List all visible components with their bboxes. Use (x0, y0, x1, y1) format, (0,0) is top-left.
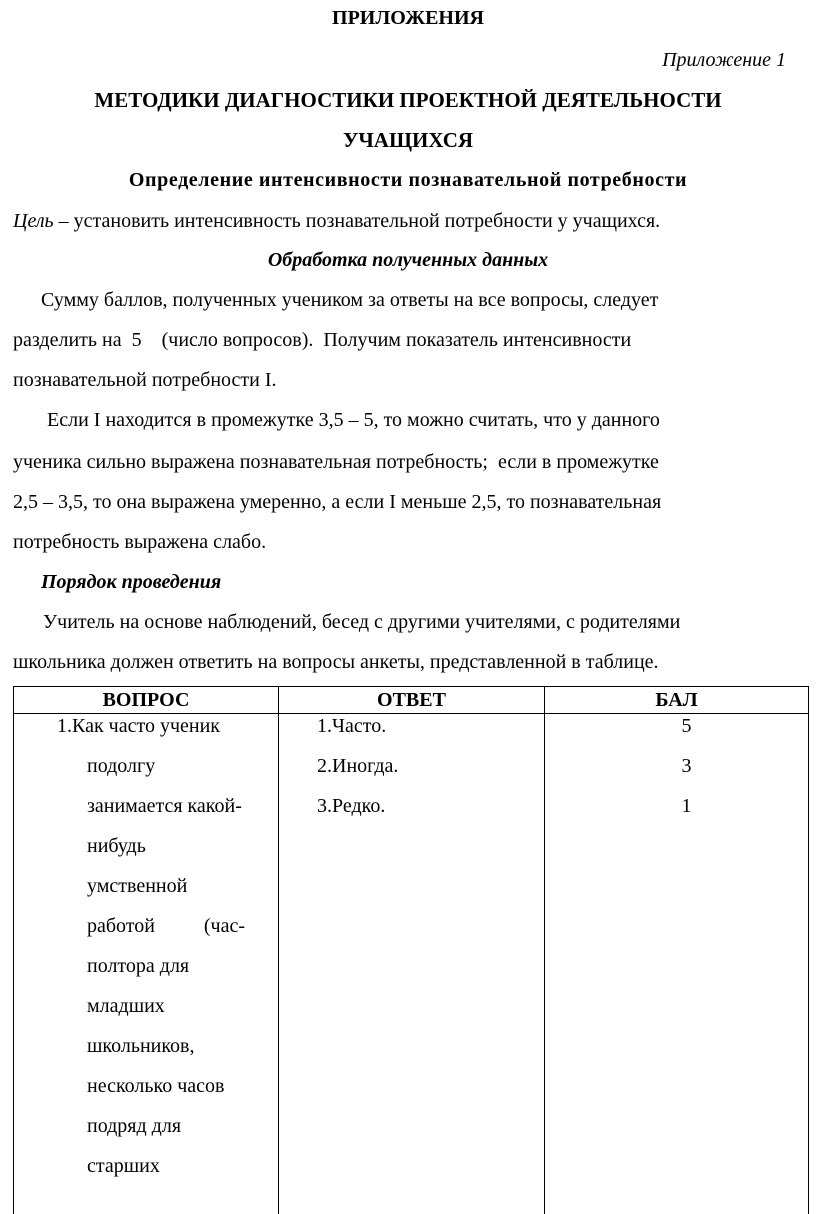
header-question: ВОПРОС (14, 687, 279, 714)
survey-table (13, 686, 809, 1214)
question-line (59, 906, 278, 946)
score-cell (545, 714, 809, 1214)
processing-line: 2,5 – 3,5, то она выражена умеренно, а если I меньше 2,5, то познавательная (13, 490, 661, 514)
question-line: занимается какой- (59, 786, 278, 826)
processing-line: разделить на 5 (число вопросов). Получим показатель интенсивности (13, 328, 631, 352)
answer-option: 3.Редко. (317, 786, 544, 826)
method-title: Определение интенсивности познавательной потребности (0, 168, 816, 192)
table-row (14, 714, 809, 1214)
question-line: младших (59, 986, 278, 1026)
question-line: подряд для (59, 1106, 278, 1146)
goal-text: – установить интенсивность познавательной потребности у учащихся. (54, 210, 661, 232)
question-line: несколько часов (59, 1066, 278, 1106)
header-score: БАЛ (545, 687, 809, 714)
processing-heading: Обработка полученных данных (0, 248, 816, 272)
processing-line: познавательной потребности I. (13, 368, 277, 392)
question-line: старших (59, 1146, 278, 1186)
processing-line: Если I находится в промежутке 3,5 – 5, то можно считать, что у данного (47, 408, 660, 432)
appendix-label: Приложение 1 (662, 48, 786, 72)
question-word: работой (87, 906, 155, 946)
question-line: школьников, (59, 1026, 278, 1066)
header-answer: ОТВЕТ (279, 687, 545, 714)
goal-line (13, 209, 660, 233)
page-title-line2: УЧАЩИХСЯ (0, 128, 816, 152)
goal-label: Цель (13, 210, 54, 232)
score-value: 3 (565, 746, 808, 786)
section-title: ПРИЛОЖЕНИЯ (0, 6, 816, 30)
score-value: 1 (565, 786, 808, 826)
question-line: умственной (59, 866, 278, 906)
answer-cell (279, 714, 545, 1214)
question-line: полтора для (59, 946, 278, 986)
processing-line: ученика сильно выражена познавательная потребность; если в промежутке (13, 450, 659, 474)
question-word: (час- (204, 906, 245, 946)
procedure-line: Учитель на основе наблюдений, бесед с другими учителями, с родителями (43, 610, 680, 634)
score-value: 5 (565, 706, 808, 746)
question-line: подолгу (59, 746, 278, 786)
processing-line: Сумму баллов, полученных учеником за ответы на все вопросы, следует (41, 288, 658, 312)
question-line: 1.Как часто ученик (57, 706, 278, 746)
procedure-line: школьника должен ответить на вопросы анкеты, представленной в таблице. (13, 650, 659, 674)
processing-line: потребность выражена слабо. (13, 530, 266, 554)
question-cell (14, 714, 279, 1214)
page-title-line1: МЕТОДИКИ ДИАГНОСТИКИ ПРОЕКТНОЙ ДЕЯТЕЛЬНОСТИ (0, 88, 816, 112)
question-line: нибудь (59, 826, 278, 866)
answer-option: 2.Иногда. (317, 746, 544, 786)
answer-option: 1.Часто. (317, 706, 544, 746)
procedure-heading: Порядок проведения (41, 570, 221, 594)
